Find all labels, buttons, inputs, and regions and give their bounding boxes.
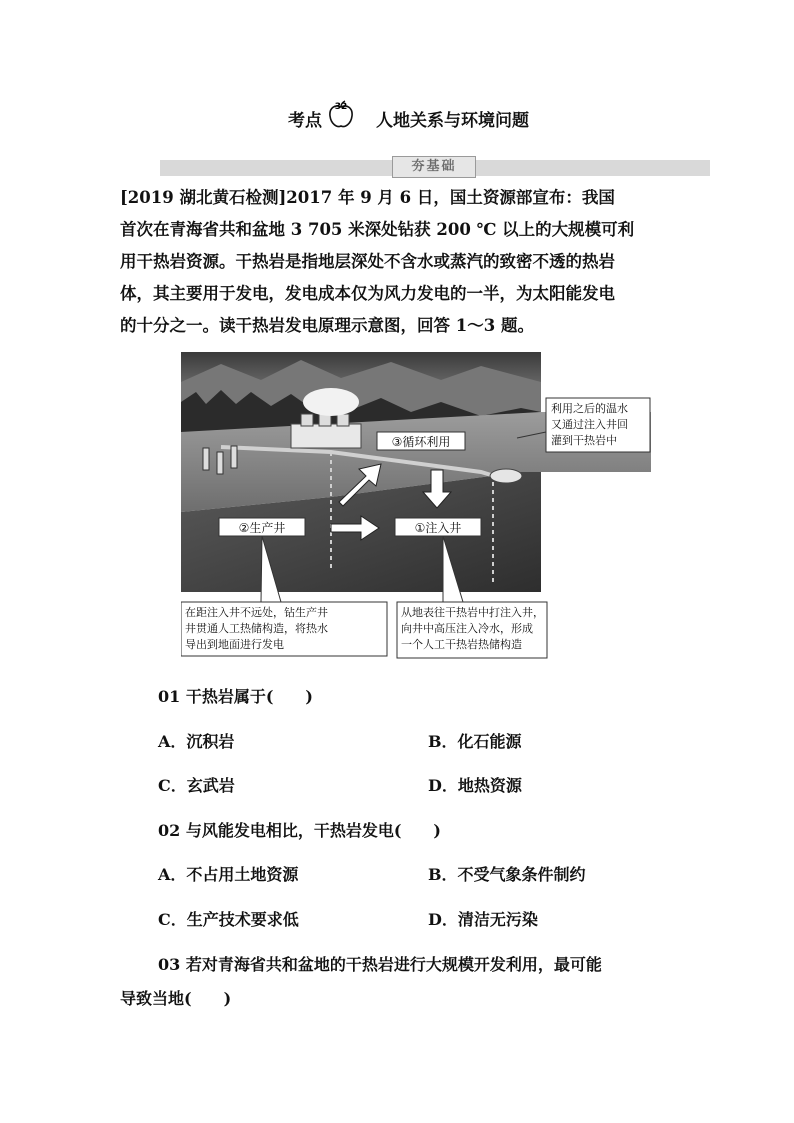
passage-line: 体，其主要用于发电，发电成本仅为风力发电的一半，为太阳能发电 <box>120 284 615 303</box>
figure-white-area <box>541 472 651 660</box>
apple-number-icon <box>326 100 356 130</box>
power-plant <box>291 424 361 448</box>
title-prefix: 考点 <box>288 111 322 131</box>
callout-bl-line: 导出到地面进行发电 <box>185 638 284 651</box>
option-b[interactable]: B．不受气象条件制约 <box>428 865 586 884</box>
callout-bl-line: 井贯通人工热储构造，将热水 <box>185 622 328 635</box>
question-stem: 03 若对青海省共和盆地的干热岩进行大规模开发利用，最可能 <box>158 955 602 974</box>
section-tag: 夯基础 <box>392 156 476 178</box>
cycle-label: ③循环利用 <box>391 435 451 449</box>
water-tank <box>490 469 522 483</box>
option-a[interactable]: A．沉积岩 <box>158 732 235 751</box>
passage-line: 首次在青海省共和盆地 3 705 米深处钻获 200 ℃ 以上的大规模可利 <box>120 220 635 239</box>
option-d[interactable]: D．地热资源 <box>428 776 522 795</box>
option-d[interactable]: D．清洁无污染 <box>428 910 538 929</box>
steam <box>303 388 359 416</box>
question-stem: 01 干热岩属于( ) <box>158 687 313 706</box>
section-band <box>160 160 710 176</box>
page-title <box>0 100 794 134</box>
option-c[interactable]: C．生产技术要求低 <box>158 910 299 929</box>
passage-line: 用干热岩资源。干热岩是指地层深处不含水或蒸汽的致密不透的热岩 <box>120 252 615 271</box>
hot-dry-rock-diagram <box>181 352 651 660</box>
title-text: 人地关系与环境问题 <box>376 111 529 131</box>
option-a[interactable]: A．不占用土地资源 <box>158 865 299 884</box>
passage-line: [2019 湖北黄石检测]2017 年 9 月 6 日，国土资源部宣布：我国 <box>120 188 615 207</box>
production-label: ②生产井 <box>238 521 286 535</box>
callout-right-line: 又通过注入井回 <box>551 418 628 431</box>
question-stem: 02 与风能发电相比，干热岩发电( ) <box>158 821 441 840</box>
callout-br-line: 向井中高压注入冷水，形成 <box>401 622 533 635</box>
question-stem-cont: 导致当地( ) <box>120 989 232 1008</box>
callout-bl-line: 在距注入井不远处，钻生产井 <box>185 606 328 619</box>
injection-label: ①注入井 <box>414 521 462 535</box>
callout-right-line: 灌到干热岩中 <box>551 434 617 447</box>
title-number: 32 <box>334 102 348 112</box>
callout-br-line: 从地表往干热岩中打注入井， <box>401 606 544 619</box>
callout-right-line: 利用之后的温水 <box>551 402 628 415</box>
option-c[interactable]: C．玄武岩 <box>158 776 235 795</box>
passage-line: 的十分之一。读干热岩发电原理示意图，回答 1～3 题。 <box>120 316 534 335</box>
callout-br-line: 一个人工干热岩热储构造 <box>401 638 522 651</box>
option-b[interactable]: B．化石能源 <box>428 732 522 751</box>
